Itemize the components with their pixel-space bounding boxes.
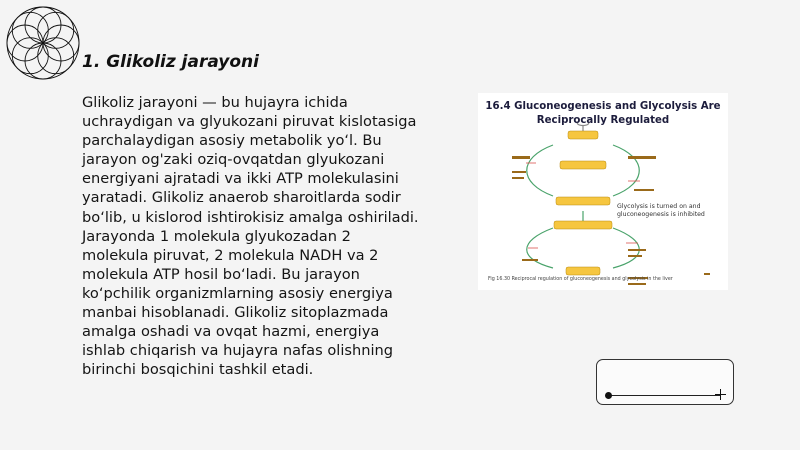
pathway-box	[560, 161, 606, 169]
pathway-box	[554, 221, 612, 229]
figure-title-line-2: Reciprocally Regulated	[536, 115, 670, 126]
media-control[interactable]	[596, 359, 734, 405]
pathway-box	[568, 131, 598, 139]
figure-caption: Fig 16.30 Reciprocal regulation of gluconeogenesis and glycolysis in the liver	[488, 277, 673, 282]
figure-title-line-1: 16.4 Gluconeogenesis and Glycolysis Are	[485, 101, 721, 112]
slide-title: 1. Glikoliz jarayoni	[82, 52, 259, 72]
pathway-box	[566, 267, 600, 275]
media-progress-track[interactable]	[607, 395, 721, 396]
pathway-box	[556, 197, 610, 205]
circle-knot-icon	[4, 4, 82, 82]
crosshair-icon[interactable]	[715, 389, 726, 400]
figure-note: Glycolysis is turned on and gluconeogenesis is inhibited	[617, 203, 705, 218]
slide-body-text: Glikoliz jarayoni — bu hujayra ichida uchraydigan va glyukozani piruvat kislotasiga parchalaydigan asosiy metabolik yo‘l. Bu jarayon og'zaki oziq-ovqatdan glyukozani energiyani ajratadi va ikki ATP molekulasini yaratadi. Glikoliz anaerob sharoitlarda sodir bo‘lib, u kislorod ishtirokisiz amalga oshiriladi. Jarayonda 1 molekula glyukozadan 2 molekula piruvat, 2 molekula NADH va 2 molekula ATP hosil bo‘ladi. Bu jarayon ko‘pchilik organizmlarning asosiy energiya manbai hisoblanadi. Glikoliz sitoplazmada amalga oshadi va ovqat hazmi, energiya ishlab chiqarish va hujayra nafas olishning birinchi bosqichini tashkil etadi.	[82, 94, 419, 379]
pathway-figure	[478, 93, 728, 290]
slider-handle-icon[interactable]	[605, 392, 612, 399]
